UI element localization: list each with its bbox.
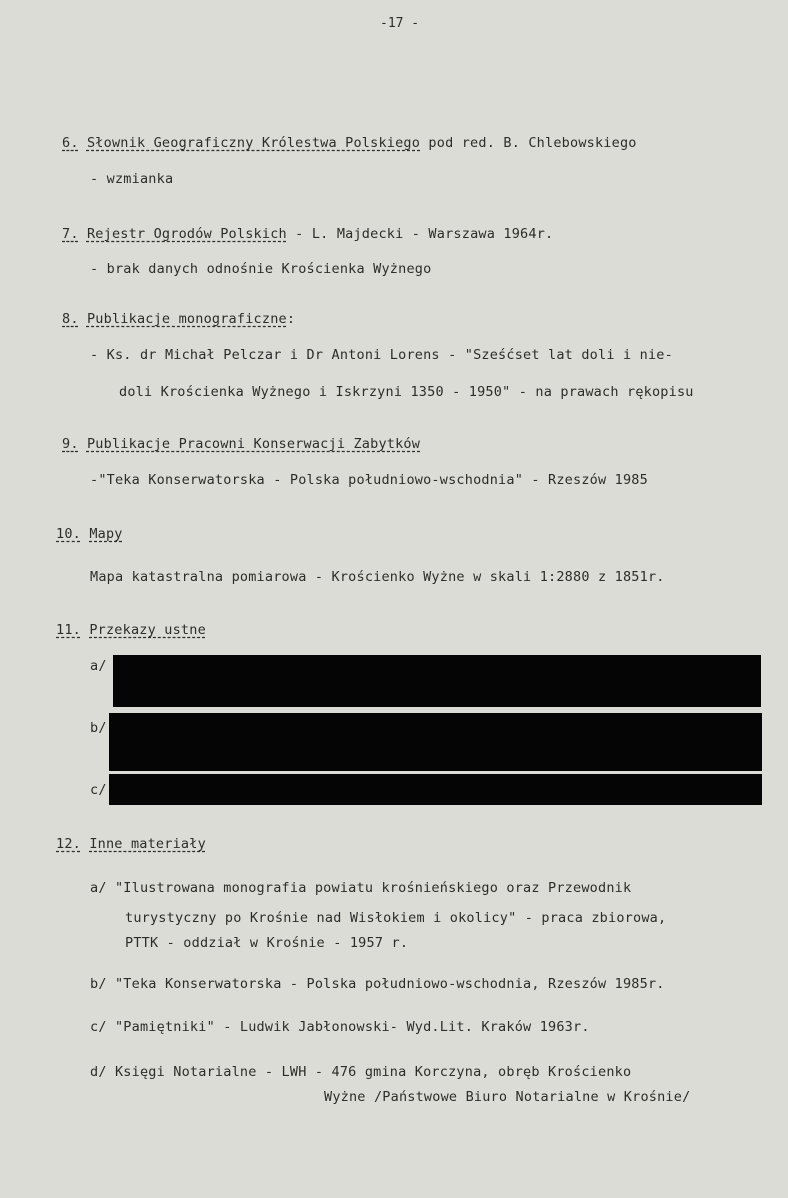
item-10-line-2: Mapa katastralna pomiarowa - Krościenko Wyżne w skali 1:2880 z 1851r. xyxy=(90,569,665,585)
redaction-block-a xyxy=(113,655,761,707)
item-12-a-line-2: turystyczny po Krośnie nad Wisłokiem i okolicy" - praca zbiorowa, xyxy=(125,910,667,926)
item-8-line-2: - Ks. dr Michał Pelczar i Dr Antoni Lorens - "Sześćset lat doli i nie- xyxy=(90,347,673,363)
item-6-title: Słownik Geograficzny Królestwa Polskiego xyxy=(86,135,421,151)
item-9-title: Publikacje Pracowni Konserwacji Zabytków xyxy=(86,436,421,452)
page-number: -17 - xyxy=(380,16,420,31)
item-12-b: b/ "Teka Konserwatorska - Polska południowo-wschodnia, Rzeszów 1985r. xyxy=(90,976,665,992)
item-7-line-2: - brak danych odnośnie Krościenka Wyżnego xyxy=(90,261,432,277)
item-8-number: 8. xyxy=(62,311,79,327)
item-8-line-3: doli Krościenka Wyżnego i Iskrzyni 1350 - 1950" - na prawach rękopisu xyxy=(119,384,694,400)
item-11-label-c: c/ xyxy=(90,782,107,798)
redaction-block-c xyxy=(109,774,762,805)
item-7-title: Rejestr Ogrodów Polskich xyxy=(86,226,287,242)
item-11-label-b: b/ xyxy=(90,720,107,736)
item-7-number: 7. xyxy=(62,226,79,242)
item-11-number: 11. xyxy=(56,622,81,638)
item-10-title: Mapy xyxy=(89,526,123,542)
item-11-label-a: a/ xyxy=(90,658,107,674)
redaction-block-b xyxy=(109,713,762,771)
item-8-heading xyxy=(62,311,295,327)
item-6-heading xyxy=(62,135,637,151)
item-7-heading xyxy=(62,226,553,242)
item-12-title: Inne materiały xyxy=(89,836,206,852)
item-12-d-line-1: d/ Księgi Notarialne - LWH - 476 gmina Korczyna, obręb Krościenko xyxy=(90,1064,632,1080)
item-6-rest: pod red. B. Chlebowskiego xyxy=(420,135,637,151)
item-8-title: Publikacje monograficzne xyxy=(86,311,287,327)
item-9-line-2: -"Teka Konserwatorska - Polska południowo-wschodnia" - Rzeszów 1985 xyxy=(90,472,648,488)
item-12-d-line-2: Wyżne /Państwowe Biuro Notarialne w Krośnie/ xyxy=(324,1089,691,1105)
item-6-line-2: - wzmianka xyxy=(90,171,174,187)
item-6-number: 6. xyxy=(62,135,79,151)
item-10-number: 10. xyxy=(56,526,81,542)
item-12-c: c/ "Pamiętniki" - Ludwik Jabłonowski- Wyd.Lit. Kraków 1963r. xyxy=(90,1019,590,1035)
item-9-number: 9. xyxy=(62,436,79,452)
item-11-heading xyxy=(56,622,206,638)
item-12-a-line-1: a/ "Ilustrowana monografia powiatu krośnieńskiego oraz Przewodnik xyxy=(90,880,632,896)
item-10-heading xyxy=(56,526,123,542)
item-12-number: 12. xyxy=(56,836,81,852)
item-7-rest: - L. Majdecki - Warszawa 1964r. xyxy=(286,226,554,242)
item-12-heading xyxy=(56,836,206,852)
item-11-title: Przekazy ustne xyxy=(89,622,206,638)
item-12-a-line-3: PTTK - oddział w Krośnie - 1957 r. xyxy=(125,935,409,951)
item-8-rest: : xyxy=(286,311,296,327)
item-9-heading xyxy=(62,436,420,452)
